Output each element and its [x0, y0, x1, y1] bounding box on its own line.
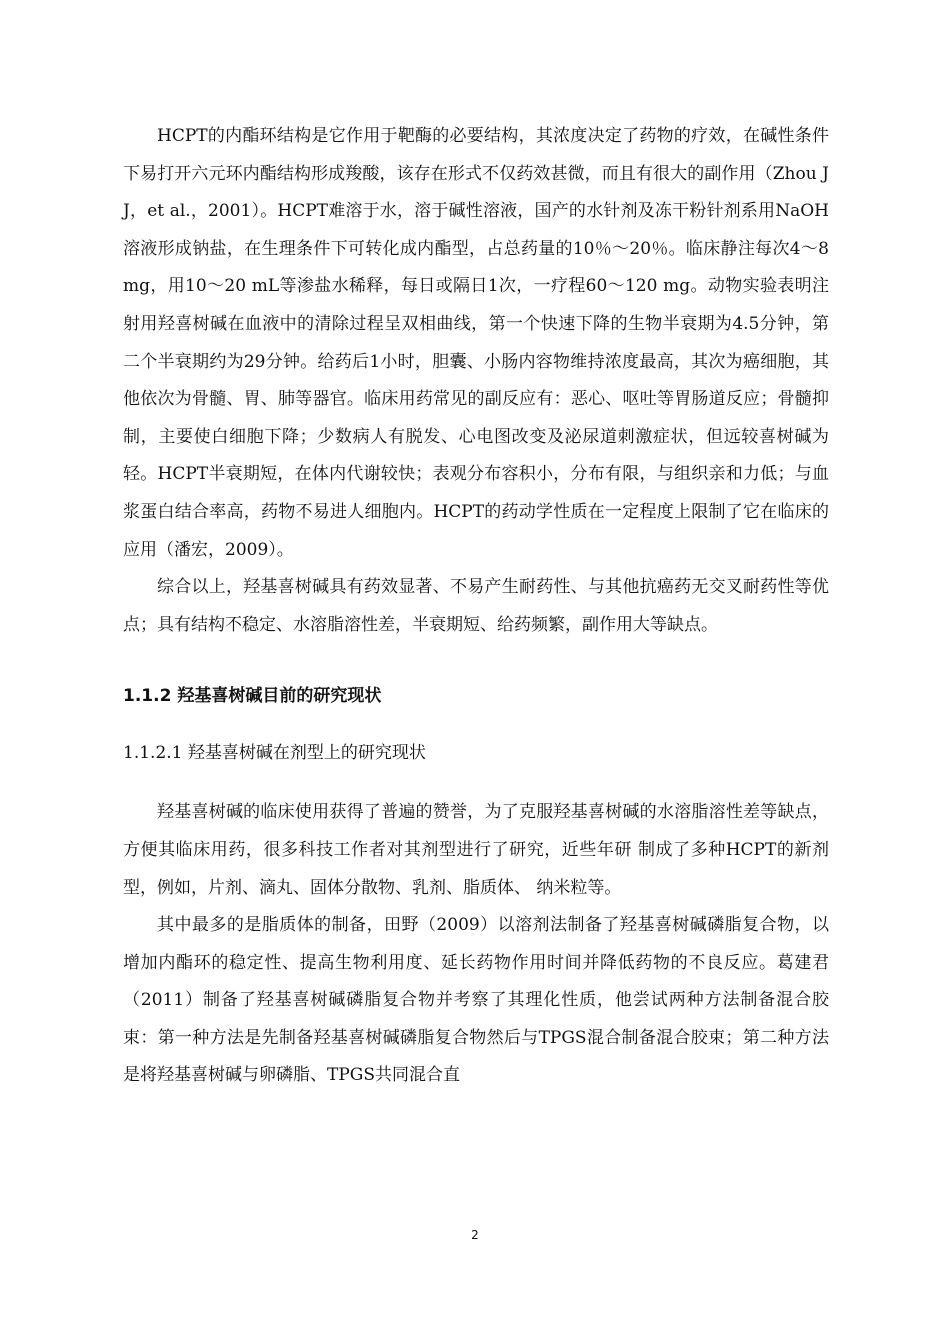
- body-paragraph-1: HCPT的内酯环结构是它作用于靶酶的必要结构，其浓度决定了药物的疗效，在碱性条件下易打开六元环内酯结构形成羧酸，该存在形式不仅药效甚微，而且有很大的副作用（Zhou J J，et al.，2001）。HCPT难溶于水，溶于碱性溶液，国产的水针剂及冻干粉针剂系用NaOH溶液形成钠盐，在生理条件下可转化成内酯型，占总药量的10％～20％。临床静注每次4～8 mg，用10～20 mL等渗盐水稀释，每日或隔日1次，一疗程60～120 mg。动物实验表明注射用羟喜树碱在血液中的清除过程呈双相曲线，第一个快速下降的生物半衰期为4.5分钟，第二个半衰期约为29分钟。给药后1小时，胆囊、小肠内容物维持浓度最高，其次为癌细胞，其他依次为骨髓、胃、肺等器官。临床用药常见的副反应有：恶心、呕吐等胃肠道反应；骨髓抑制，主要使白细胞下降；少数病人有脱发、心电图改变及泌尿道刺激症状，但远较喜树碱为轻。HCPT半衰期短，在体内代谢较快；表观分布容积小，分布有限，与组织亲和力低；与血浆蛋白结合率高，药物不易进人细胞内。HCPT的药动学性质在一定程度上限制了它在临床的应用（潘宏，2009）。: [123, 126, 829, 560]
- subsection-heading: 1.1.2.1 羟基喜树碱在剂型上的研究现状: [123, 743, 426, 764]
- document-page: [123, 118, 829, 1095]
- section-heading: 1.1.2 羟基喜树碱目前的研究现状: [123, 686, 382, 707]
- body-paragraph-2: 综合以上，羟基喜树碱具有药效显著、不易产生耐药性、与其他抗癌药无交叉耐药性等优点；具有结构不稳定、水溶脂溶性差，半衰期短、给药频繁，副作用大等缺点。: [123, 577, 829, 635]
- page-number: 2: [471, 1228, 479, 1242]
- body-paragraph-4: 其中最多的是脂质体的制备，田野（2009）以溶剂法制备了羟基喜树碱磷脂复合物，以增加内酯环的稳定性、提高生物利用度、延长药物作用时间并降低药物的不良反应。葛建君（2011）制备了羟基喜树碱磷脂复合物并考察了其理化性质，他尝试两种方法制备混合胶束：第一种方法是先制备羟基喜树碱磷脂复合物然后与TPGS混合制备混合胶束；第二种方法是将羟基喜树碱与卵磷脂、TPGS共同混合直: [123, 915, 829, 1086]
- body-paragraph-3: 羟基喜树碱的临床使用获得了普遍的赞誉，为了克服羟基喜树碱的水溶脂溶性差等缺点，方便其临床用药，很多科技工作者对其剂型进行了研究，近些年研 制成了多种HCPT的新剂型，例如，片剂、滴丸、固体分散物、乳剂、脂质体、 纳米粒等。: [123, 802, 829, 898]
